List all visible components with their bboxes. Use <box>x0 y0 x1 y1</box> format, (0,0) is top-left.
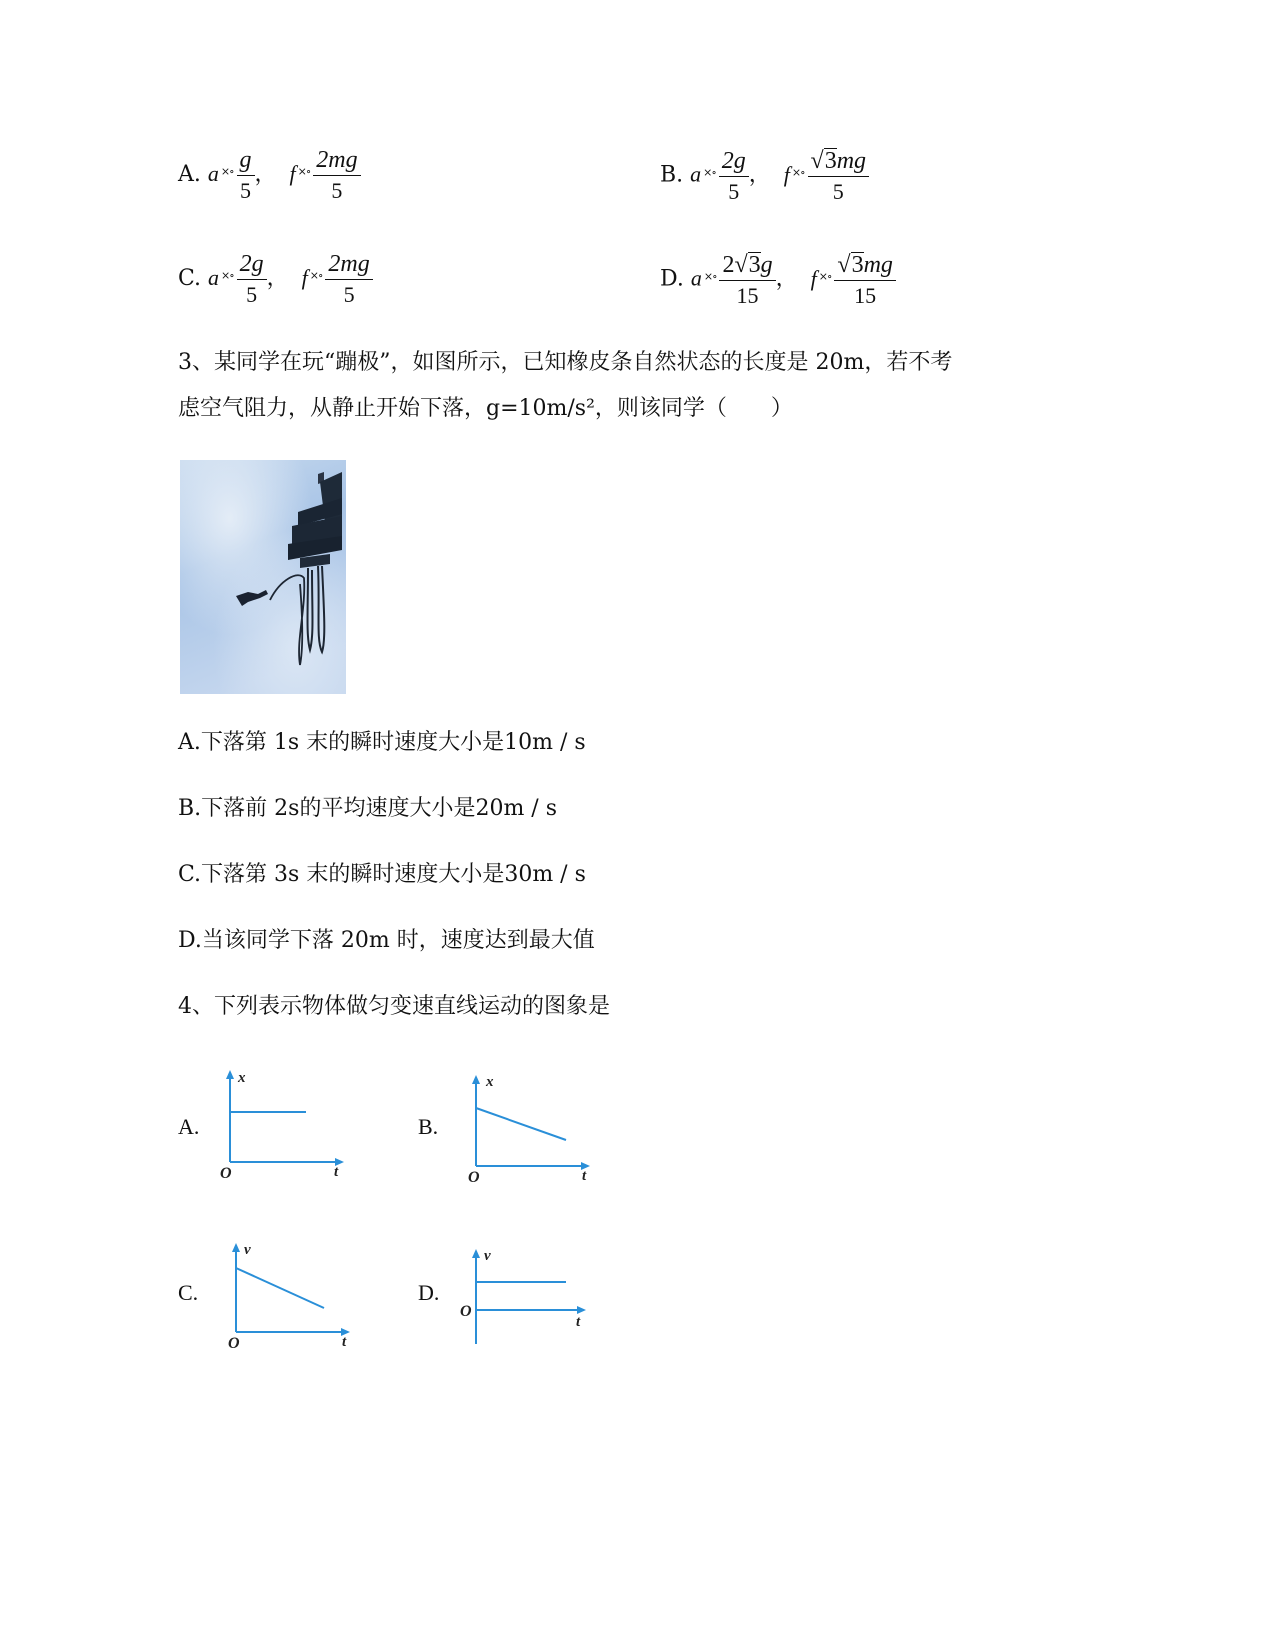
denominator: 5 <box>343 282 355 308</box>
numerator: 2mg <box>313 148 360 176</box>
var-a: a <box>690 161 702 187</box>
option-letter: D. <box>660 266 684 292</box>
q4-graph-a <box>212 1066 352 1184</box>
option-letter: B. <box>660 162 684 188</box>
q4-option-b-letter: B. <box>418 1114 439 1139</box>
fraction-a <box>719 149 749 203</box>
y-axis-label: x <box>486 1074 494 1090</box>
option-letter: C. <box>178 266 202 292</box>
origin-label: O <box>228 1335 240 1352</box>
origin-label: O <box>460 1303 472 1320</box>
q3-option-c <box>178 864 586 886</box>
q2-option-d <box>660 252 896 307</box>
sqrt-symbol: √ <box>837 252 851 278</box>
var-f: f <box>783 161 790 187</box>
separator: ， <box>775 266 798 292</box>
y-axis-label: v <box>484 1248 491 1264</box>
y-axis-label: v <box>244 1242 251 1258</box>
y-axis-arrow <box>232 1243 240 1252</box>
denominator: 5 <box>246 282 258 308</box>
numerator <box>834 252 896 281</box>
denominator: 15 <box>854 283 877 309</box>
var-a: a <box>690 265 702 291</box>
eq-glyph: ×∘ <box>703 165 716 179</box>
denominator: 5 <box>728 178 740 204</box>
q4-graph-d <box>456 1244 596 1354</box>
option-text: 下落第 1s 末的瞬时速度大小是10m / s <box>200 730 586 755</box>
eq-glyph: ×∘ <box>791 165 805 179</box>
numerator: 2g <box>237 252 267 280</box>
numerator: g <box>237 148 255 176</box>
option-letter: A. <box>178 162 201 188</box>
separator: ， <box>748 162 771 188</box>
x-axis-label: t <box>334 1164 339 1180</box>
var-a: a <box>207 161 219 187</box>
sqrt-symbol: √ <box>734 252 748 278</box>
q4-stem: 4、下列表示物体做匀变速直线运动的图象是 <box>178 994 610 1019</box>
q4-option-a-letter: A. <box>178 1114 200 1139</box>
x-axis-label: t <box>582 1168 587 1184</box>
separator: ， <box>254 162 277 188</box>
y-axis-arrow <box>472 1075 480 1084</box>
numerator-rest: mg <box>863 252 893 278</box>
origin-label: O <box>220 1165 232 1182</box>
option-letter: A. <box>178 730 201 755</box>
q4-option-c-letter: C. <box>178 1280 199 1305</box>
fraction-f <box>313 148 360 202</box>
numerator: 2g <box>719 149 749 177</box>
numerator-rest: g <box>760 252 773 278</box>
option-letter: B. <box>178 796 202 821</box>
var-f: f <box>810 265 817 291</box>
fraction-a <box>237 148 255 202</box>
q4-graph-c <box>220 1238 360 1356</box>
graph-line <box>236 1268 324 1308</box>
denominator: 5 <box>240 178 251 204</box>
q2-option-b <box>660 148 869 203</box>
q4-option-d-letter: D. <box>418 1280 440 1305</box>
separator: ， <box>266 266 289 292</box>
fraction-f <box>808 148 870 203</box>
option-text: 下落第 3s 末的瞬时速度大小是30m / s <box>201 862 586 887</box>
eq-glyph: ×∘ <box>220 165 234 179</box>
q2-option-a <box>178 148 361 202</box>
fraction-f <box>834 252 896 307</box>
option-letter: D. <box>178 928 202 953</box>
radicand: 3 <box>748 252 761 278</box>
denominator: 5 <box>331 178 343 204</box>
option-letter: C. <box>178 862 202 887</box>
var-f: f <box>301 265 308 291</box>
option-text: 下落前 2s的平均速度大小是20m / s <box>201 796 557 821</box>
sqrt-symbol: √ <box>810 148 824 174</box>
q4-graph-b <box>460 1070 600 1188</box>
y-axis-arrow <box>226 1070 234 1079</box>
eq-glyph: ×∘ <box>818 269 832 283</box>
q2-option-c <box>178 252 373 306</box>
q3-stem-line2: 虑空气阻力，从静止开始下落，g=10m/s²，则该同学（ ） <box>178 396 793 421</box>
numerator-rest: mg <box>836 148 867 174</box>
origin-label: O <box>468 1169 480 1186</box>
x-axis-label: t <box>342 1334 347 1350</box>
radicand: 3 <box>824 148 837 174</box>
denominator: 5 <box>832 179 844 205</box>
q3-option-a <box>178 732 586 754</box>
graph-line <box>476 1108 566 1140</box>
q3-stem-line1: 3、某同学在玩“蹦极”，如图所示，已知橡皮条自然状态的长度是 20m，若不考 <box>178 350 953 375</box>
option-text: 当该同学下落 20m 时，速度达到最大值 <box>201 928 595 953</box>
q3-option-d <box>178 930 595 952</box>
denominator: 15 <box>736 283 759 309</box>
eq-glyph: ×∘ <box>309 269 323 283</box>
bungee-photo-svg <box>180 460 346 694</box>
eq-glyph: ×∘ <box>297 165 311 179</box>
numerator-coef: 2 <box>722 252 735 278</box>
x-axis-arrow <box>577 1306 586 1314</box>
var-f: f <box>289 161 296 187</box>
y-axis-arrow <box>472 1249 480 1258</box>
q3-option-b <box>178 798 557 820</box>
fraction-f <box>325 252 372 306</box>
var-a: a <box>208 265 220 291</box>
radicand: 3 <box>851 252 864 278</box>
numerator: 2mg <box>325 252 372 280</box>
bungee-jump-photo <box>180 460 346 694</box>
eq-glyph: ×∘ <box>703 269 717 283</box>
y-axis-label: x <box>238 1070 246 1086</box>
numerator <box>808 148 870 177</box>
fraction-a <box>237 252 267 306</box>
x-axis-label: t <box>576 1314 581 1330</box>
numerator <box>719 252 775 281</box>
fraction-a <box>719 252 775 307</box>
eq-glyph: ×∘ <box>221 269 234 283</box>
